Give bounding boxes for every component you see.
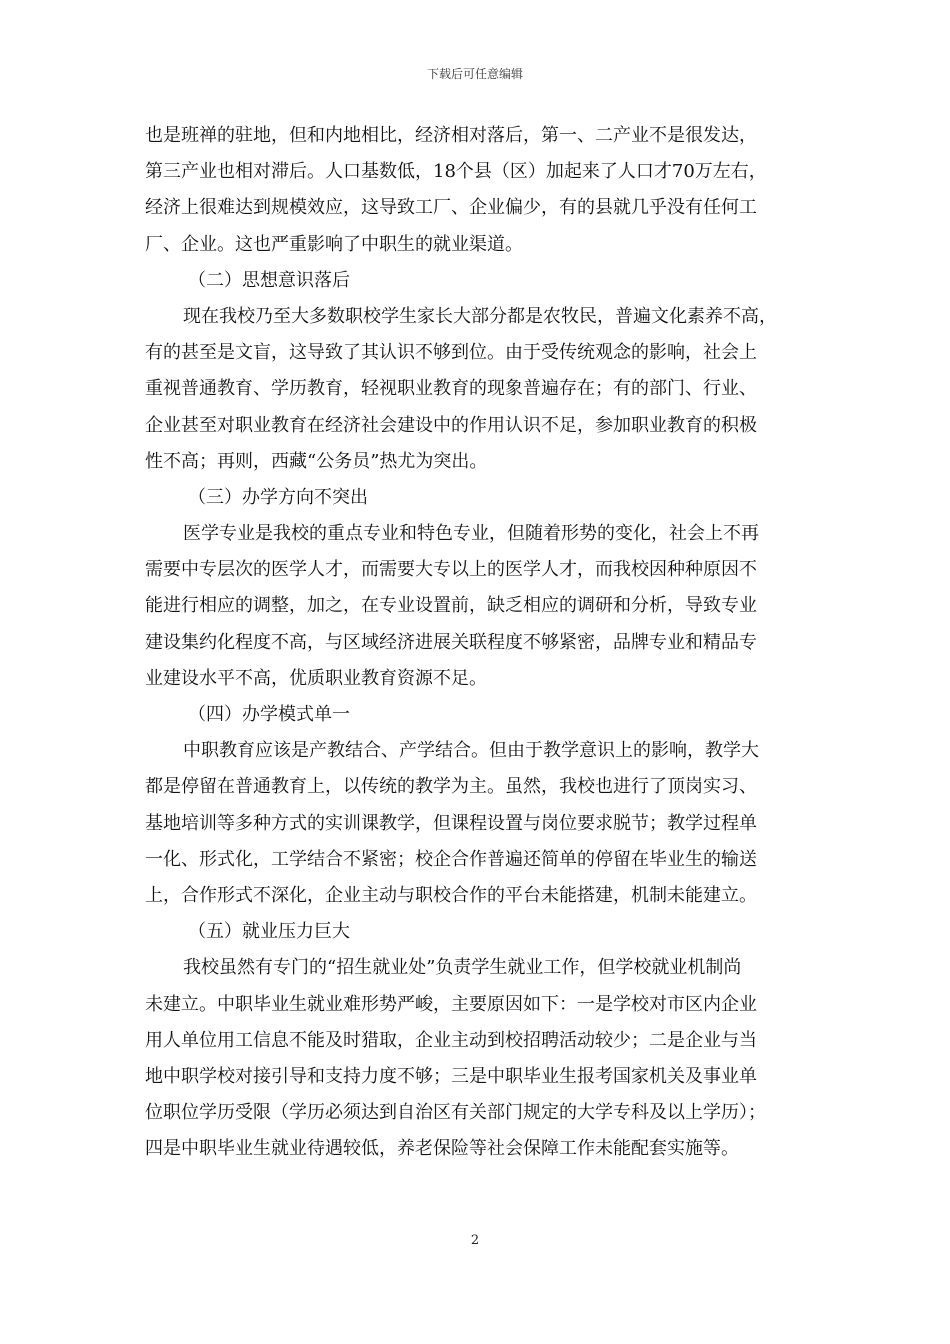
text-line: 中职教育应该是产教结合、产学结合。但由于教学意识上的影响，教学大	[183, 740, 759, 762]
text-line: 也是班禅的驻地，但和内地相比，经济相对落后，第一、二产业不是很发达，	[145, 125, 757, 146]
text-line: 基地培训等多种方式的实训课教学，但课程设置与岗位要求脱节；教学过程单	[145, 812, 757, 834]
paragraph	[145, 733, 805, 914]
text-line: 需要中专层次的医学人才，而需要大专以上的医学人才，而我校因种种原因不	[145, 559, 757, 581]
section-heading-text: （三）办学方向不突出	[188, 486, 368, 508]
text-line: 厂、企业。这也严重影响了中职生的就业渠道。	[145, 233, 523, 255]
text-line: 能进行相应的调整，加之，在专业设置前，缺乏相应的调研和分析，导致专业	[145, 595, 757, 617]
document-body	[145, 118, 805, 1167]
section-heading	[145, 914, 805, 950]
text-line: 现在我校乃至大多数职校学生家长大部分都是农牧民，普遍文化素养不高，	[183, 305, 777, 327]
section-heading	[145, 480, 805, 516]
paragraph	[145, 516, 805, 697]
section-heading-text: （二）思想意识落后	[188, 269, 350, 291]
text-line: 地中职学校对接引导和支持力度不够；三是中职毕业生报考国家机关及事业单	[145, 1065, 757, 1087]
paragraph	[145, 118, 805, 263]
text-line: 重视普通教育、学历教育，轻视职业教育的现象普遍存在；有的部门、行业、	[145, 378, 757, 400]
section-heading-text: （五）就业压力巨大	[188, 921, 350, 943]
text-line: 医学专业是我校的重点专业和特色专业，但随着形势的变化，社会上不再	[183, 523, 759, 545]
text-line: 有的甚至是文盲，这导致了其认识不够到位。由于受传统观念的影响，社会上	[145, 342, 757, 364]
section-heading-text: （四）办学模式单一	[188, 704, 350, 725]
text-line: 我校虽然有专门的“招生就业处”负责学生就业工作，但学校就业机制尚	[183, 957, 742, 979]
page-header: 下载后可任意编辑	[426, 67, 523, 81]
text-line: 一化、形式化，工学结合不紧密；校企合作普遍还简单的停留在毕业生的输送	[145, 848, 757, 870]
page-number: 2	[470, 1233, 480, 1248]
text-line: 第三产业也相对滞后。人口基数低，18个县（区）加起来了人口才70万左右，	[145, 161, 767, 183]
text-line: 用人单位用工信息不能及时猎取，企业主动到校招聘活动较少；二是企业与当	[145, 1029, 757, 1051]
text-line: 经济上很难达到规模效应，这导致工厂、企业偏少，有的县就几乎没有任何工	[145, 197, 757, 219]
paragraph	[145, 950, 805, 1167]
text-line: 企业甚至对职业教育在经济社会建设中的作用认识不足，参加职业教育的积极	[145, 414, 757, 436]
text-line: 性不高；再则，西藏“公务员”热尤为突出。	[145, 450, 488, 472]
text-line: 建设集约化程度不高，与区域经济进展关联程度不够紧密，品牌专业和精品专	[145, 631, 757, 653]
text-line: 未建立。中职毕业生就业难形势严峻，主要原因如下：一是学校对市区内企业	[145, 993, 757, 1015]
section-heading	[145, 697, 805, 733]
text-line: 位职位学历受限（学历必须达到自治区有关部门规定的大学专科及以上学历）；	[145, 1102, 766, 1124]
text-line: 业建设水平不高，优质职业教育资源不足。	[145, 667, 487, 689]
text-line: 都是停留在普通教育上，以传统的教学为主。虽然，我校也进行了顶岗实习、	[145, 776, 757, 798]
text-line: 上，合作形式不深化，企业主动与职校合作的平台未能搭建，机制未能建立。	[145, 884, 757, 906]
paragraph	[145, 299, 805, 480]
section-heading	[145, 263, 805, 299]
text-line: 四是中职毕业生就业待遇较低，养老保险等社会保障工作未能配套实施等。	[145, 1138, 739, 1160]
